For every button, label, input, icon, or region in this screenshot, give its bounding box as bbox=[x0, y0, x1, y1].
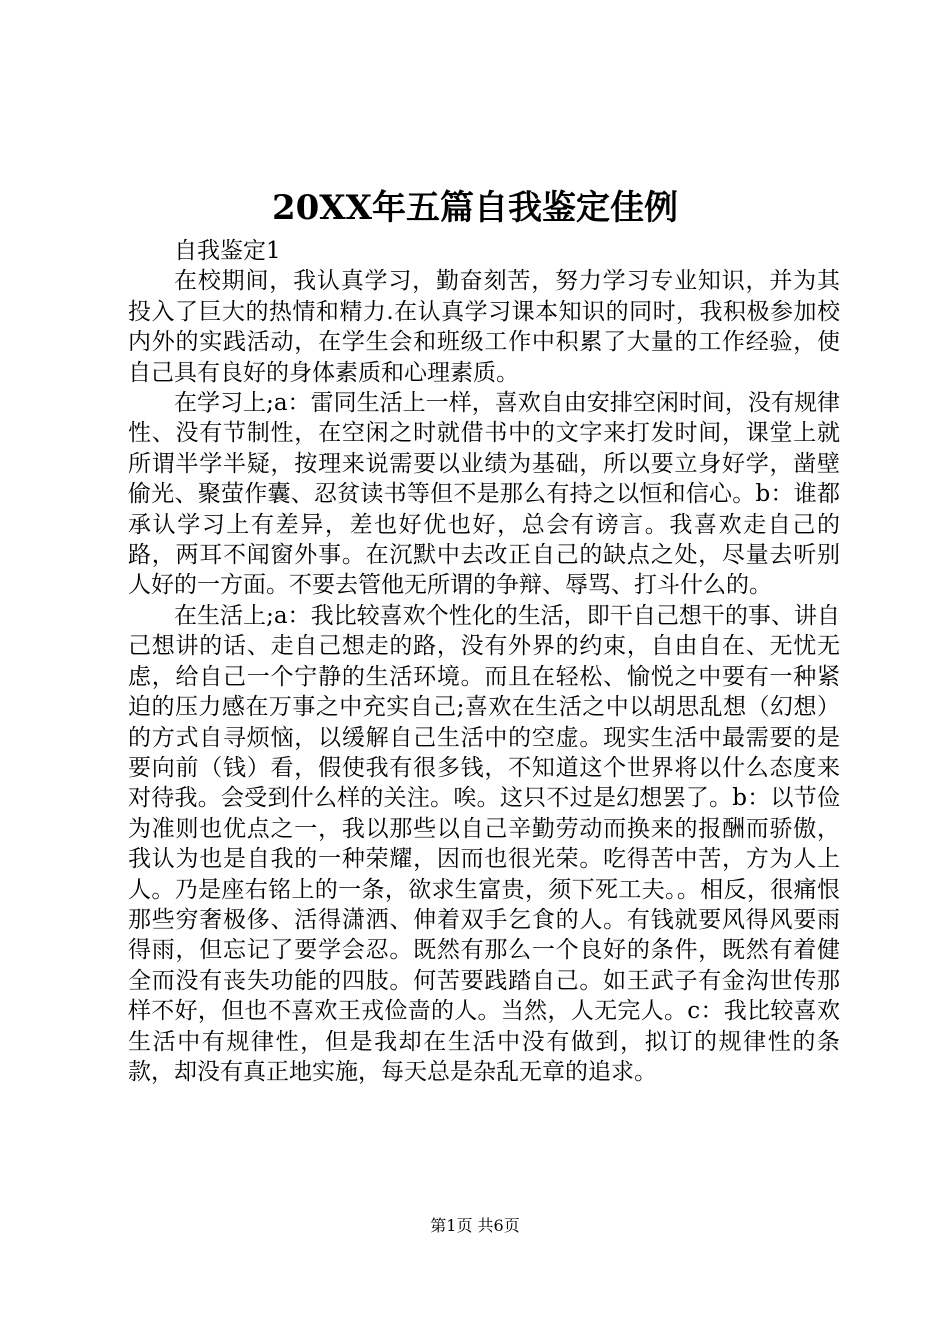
paragraph-study: 在学习上;a：雷同生活上一样，喜欢自由安排空闲时间，没有规律性、没有节制性，在空闲之时就借书中的文字来打发时间，课堂上就所谓半学半疑，按理来说需要以业绩为基础，所以要立身好学，凿壁偷光、聚萤作囊、忍贫读书等但不是那么有持之以恒和信心。b：谁都承认学习上有差异，差也好优也好，总会有谤言。我喜欢走自己的路，两耳不闻窗外事。在沉默中去改正自己的缺点之处，尽量去听别人好的一方面。不要去管他无所谓的争辩、辱骂、打斗什么的。 bbox=[128, 390, 840, 599]
document-body bbox=[128, 236, 840, 1087]
section-heading: 自我鉴定1 bbox=[174, 238, 281, 264]
paragraph-life: 在生活上;a：我比较喜欢个性化的生活，即干自己想干的事、讲自己想讲的话、走自己想走的路，没有外界的约束，自由自在、无忧无虑，给自己一个宁静的生活环境。而且在轻松、愉悦之中要有一种紧迫的压力感在万事之中充实自己;喜欢在生活之中以胡思乱想（幻想）的方式自寻烦恼，以缓解自己生活中的空虚。现实生活中最需要的是要向前（钱）看，假使我有很多钱，不知道这个世界将以什么态度来对待我。会受到什么样的关注。唉。这只不过是幻想罢了。b：以节俭为准则也优点之一，我以那些以自己辛勤劳动而换来的报酬而骄傲，我认为也是自我的一种荣耀，因而也很光荣。吃得苦中苦，方为人上人。乃是座右铭上的一条，欲求生富贵，须下死工夫。。相反，很痛恨那些穷奢极侈、活得潇洒、伸着双手乞食的人。有钱就要风得风要雨得雨，但忘记了要学会忍。既然有那么一个良好的条件，既然有着健全而没有丧失功能的四肢。何苦要践踏自己。如王武子有金沟世传那样不好，但也不喜欢王戎俭啬的人。当然，人无完人。c：我比较喜欢生活中有规律性，但是我却在生活中没有做到，拟订的规律性的条款，却没有真正地实施，每天总是杂乱无章的追求。 bbox=[128, 602, 840, 1085]
paragraph-campus: 在校期间，我认真学习，勤奋刻苦，努力学习专业知识，并为其投入了巨大的热情和精力.在认真学习课本知识的同时，我积极参加校内外的实践活动，在学生会和班级工作中积累了大量的工作经验，使自己具有良好的身体素质和心理素质。 bbox=[128, 268, 840, 386]
page-footer: 第1页 共6页 bbox=[430, 1216, 520, 1235]
page-title: 20XX年五篇自我鉴定佳例 bbox=[271, 188, 679, 228]
